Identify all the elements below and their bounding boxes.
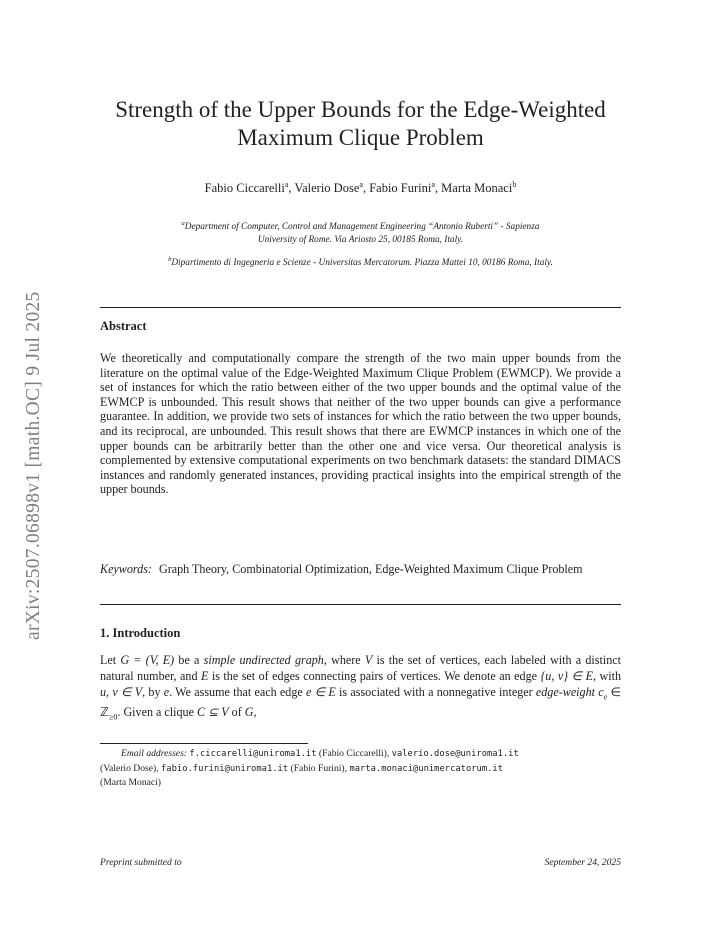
affil-line: Department of Computer, Control and Management Engineering “Antonio Ruberti” - Sapienza: [184, 222, 540, 233]
title-line-2: Maximum Clique Problem: [237, 125, 484, 150]
email-owner: (Marta Monaci): [100, 777, 162, 788]
affil-line: Dipartimento di Ingegneria e Scienze - Universitas Mercatorum. Piazza Mattei 10, 00186 Roma, Italy.: [171, 258, 553, 269]
title-line-1: Strength of the Upper Bounds for the Edge-Weighted: [115, 97, 606, 122]
keywords-text: Graph Theory, Combinatorial Optimization, Edge-Weighted Maximum Clique Problem: [159, 562, 583, 576]
author-name: Fabio Furini: [369, 181, 432, 196]
affiliation-b: [100, 253, 621, 270]
footnote-label: Email addresses:: [121, 748, 187, 759]
email-owner: (Valerio Dose),: [100, 762, 159, 774]
abstract-heading: Abstract: [100, 319, 147, 333]
affil-mark: a: [181, 220, 185, 227]
email-owner: (Fabio Furini),: [290, 762, 348, 774]
email-address: valerio.dose@uniroma1.it: [391, 749, 519, 759]
keywords: [100, 562, 621, 577]
email-address: marta.monaci@unimercatorum.it: [349, 763, 504, 774]
email-address: f.ciccarelli@uniroma1.it: [189, 749, 317, 759]
author-name: Valerio Dose: [294, 181, 360, 196]
affil-line: University of Rome. Via Ariosto 25, 00185 Roma, Italy.: [257, 235, 464, 246]
preprint-note: Preprint submitted to: [100, 857, 182, 868]
abstract-body: We theoretically and computationally compare the strength of the two main upper bounds from the literature on the optimal value of the Edge-Weighted Maximum Clique Problem (EWMCP). We provide a set of instances for which the ratio between either of the two upper bounds and the optimal value of the EWMCP is unbounded. This result shows that neither of the two upper bounds can give a performance guarantee. In addition, we provide two sets of instances for which the ratio between the two upper bounds, and its reciprocal, are unbounded. This result shows that there are EWMCP instances in which one of the upper bounds can be arbitrarily better than the other one and vice versa. Our theoretical analysis is complemented by extensive computational experiments on two benchmark datasets: the standard DIMACS instances and randomly generated instances, providing practical insights into the empirical strength of the upper bounds.: [100, 351, 621, 497]
author-list: Fabio Ciccarelli$^a$, Valerio Dose$^a$, Fabio Furini$^a$, Marta Monaci$^b$: [204, 180, 517, 196]
author-affil-mark: a: [359, 180, 363, 189]
author-affil-mark: a: [284, 180, 289, 189]
keywords-label: Keywords:: [100, 562, 152, 576]
introduction-paragraph: Let G = (V, E) be a simple undirected graph, where V is the set of vertices, each labeled with a distinct natural number, and E is the set of edges connecting pairs of vertices. We denote an edge {u, v} ∈ E, with u, v ∈ V, by e. We assume that each edge e ∈ E is associated with a nonnegative integer edge-weight $c_e$ ∈ ℤ$_{\ge 0}$. Given a clique C ⊆ V of G,: [100, 653, 621, 722]
affiliation-a: [100, 217, 621, 247]
footnote-rule: [100, 743, 308, 744]
affil-mark: b: [168, 256, 172, 263]
abstract-top-rule: [100, 307, 621, 308]
author-name: Fabio Ciccarelli: [204, 181, 285, 196]
author-affil-mark: a: [431, 180, 435, 189]
arxiv-side-identifier: arXiv:2507.06898v1 [math.OC] 9 Jul 2025: [23, 291, 44, 641]
email-address: fabio.furini@uniroma1.it: [161, 763, 289, 774]
section-heading-introduction: 1. Introduction: [100, 626, 181, 640]
email-footnote: [100, 747, 621, 790]
footer-date: September 24, 2025: [544, 857, 621, 868]
paper-title: [100, 96, 621, 152]
abstract-bottom-rule: [100, 604, 621, 605]
author-name: Marta Monaci: [441, 181, 513, 196]
author-affil-mark: b: [512, 180, 517, 189]
email-owner: (Fabio Ciccarelli),: [318, 748, 390, 759]
